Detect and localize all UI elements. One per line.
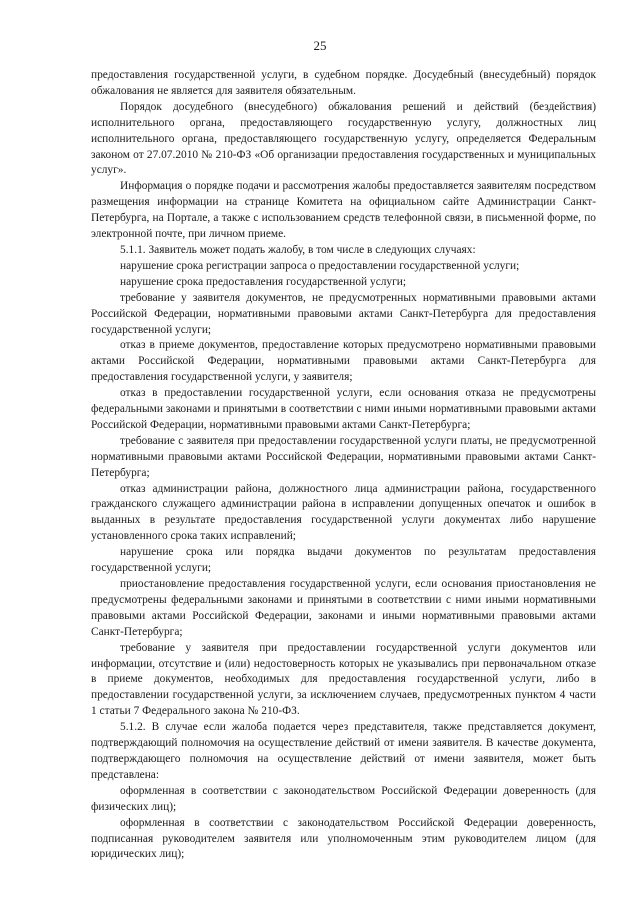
paragraph: приостановление предоставления государственной услуги, если основания приостановления не предусмотрены федеральными законами и принятыми в соответствии с ними иными нормативными правовыми актами Российской Федерации, законами и иными нормативными правовыми актами Санкт-Петербурга; — [91, 578, 596, 638]
document-body — [91, 68, 596, 863]
paragraph: 5.1.1. Заявитель может подать жалобу, в том числе в следующих случаях: — [120, 243, 476, 256]
page-number: 25 — [313, 38, 327, 53]
paragraph: Информация о порядке подачи и рассмотрения жалобы предоставляется заявителям посредством размещения информации на странице Комитета на официальном сайте Администрации Санкт-Петербурга, на Портале, а также с использованием средств телефонной связи, в письменной форме, по электронной почте, при личном приеме. — [91, 180, 596, 241]
paragraph: нарушение срока регистрации запроса о предоставлении государственной услуги; — [120, 259, 520, 272]
paragraph: требование у заявителя при предоставлении государственной услуги документов или информации, отсутствие и (или) недостоверность которых не указывались при первоначальном отказе в приеме документов, необходимых для предоставления государственной услуги, либо в предоставлении государственной услуги, за исключением случаев, предусмотренных пунктом 4 части 1 статьи 7 Федерального закона № 210-ФЗ. — [91, 641, 596, 718]
paragraph: нарушение срока предоставления государственной услуги; — [120, 275, 407, 288]
paragraph: отказ в приеме документов, предоставление которых предусмотрено нормативными правовыми актами Российской Федерации, нормативными правовыми актами Санкт-Петербурга для предоставления государственной услуги, у заявителя; — [91, 339, 596, 384]
paragraph: оформленная в соответствии с законодательством Российской Федерации доверенность (для физических лиц); — [91, 784, 596, 813]
paragraph: 5.1.2. В случае если жалоба подается через представителя, также представляется документ, подтверждающий полномочия на осуществление действий от имени заявителя. В качестве документа, подтверждающего полномочия на осуществление действий от имени заявителя, может быть представлена: — [91, 721, 596, 781]
paragraph: отказ администрации района, должностного лица администрации района, государственного гражданского служащего администрации района в исправлении допущенных опечаток и ошибок в выданных в результате предоставления государственной услуги документах либо нарушение установленного срока таких исправлений; — [91, 482, 596, 543]
paragraph: требование с заявителя при предоставлении государственной услуги платы, не предусмотренной нормативными правовыми актами Российской Федерации, нормативными правовыми актами Санкт-Петербурга; — [91, 434, 596, 479]
paragraph: оформленная в соответствии с законодательством Российской Федерации доверенность, подписанная руководителем заявителя или уполномоченным этим руководителем лицом (для юридических лиц); — [91, 816, 596, 861]
paragraph: нарушение срока или порядка выдачи документов по результатам предоставления государственной услуги; — [91, 546, 596, 575]
paragraph: предоставления государственной услуги, в судебном порядке. Досудебный (внесудебный) порядок обжалования не является для заявителя обязательным. — [91, 69, 596, 97]
paragraph: отказ в предоставлении государственной услуги, если основания отказа не предусмотрены федеральными законами и принятыми в соответствии с ними иными нормативными правовыми актами Российской Федерации, нормативными правовыми актами Санкт-Петербурга; — [91, 387, 596, 431]
paragraph: Порядок досудебного (внесудебного) обжалования решений и действий (бездействия) исполнительного органа, предоставляющего государственную услугу, должностных лиц исполнительного органа, предоставляющего государственную услугу, определяется Федеральным законом от 27.07.2010 № 210-ФЗ «Об организации предоставления государственных и муниципальных услуг». — [91, 100, 596, 177]
paragraph: требование у заявителя документов, не предусмотренных нормативными правовыми актами Российской Федерации, нормативными правовыми актами Санкт-Петербурга для предоставления государственной услуги; — [91, 291, 596, 336]
